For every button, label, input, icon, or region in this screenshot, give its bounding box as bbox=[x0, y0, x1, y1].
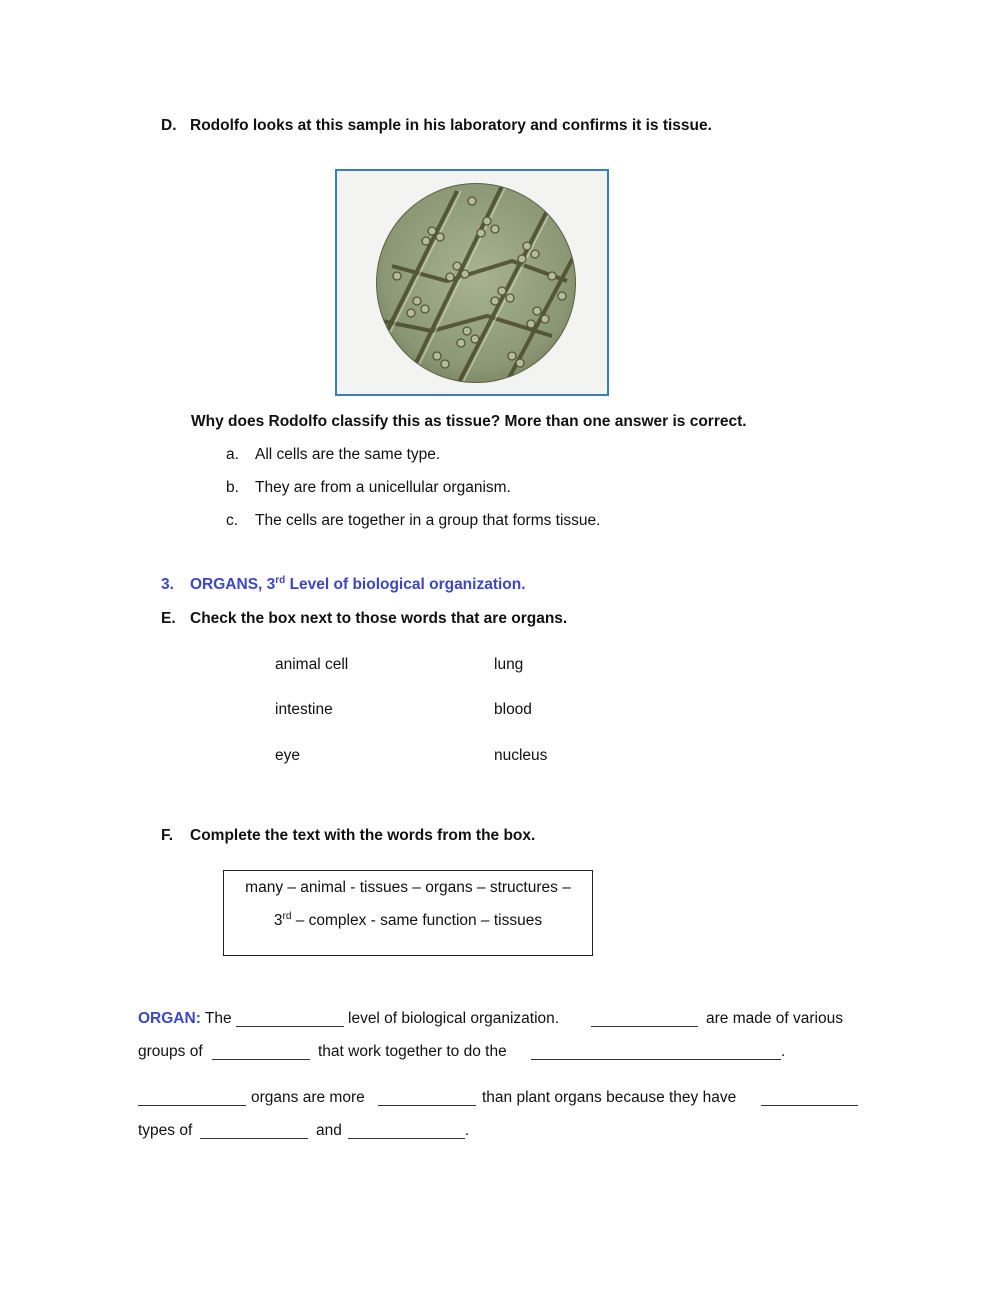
organ-word-eye[interactable]: eye bbox=[275, 747, 300, 764]
organ-text: types of bbox=[138, 1122, 193, 1139]
organ-word-intestine[interactable]: intestine bbox=[275, 701, 333, 718]
word-bank-line-2: 3rd – complex - same function – tissues bbox=[273, 911, 543, 929]
option-text: All cells are the same type. bbox=[255, 446, 441, 463]
option-a[interactable] bbox=[226, 446, 440, 464]
organ-word-nucleus[interactable]: nucleus bbox=[494, 747, 548, 764]
organ-text: and bbox=[316, 1122, 342, 1139]
option-letter: a. bbox=[226, 446, 239, 463]
organ-text: level of biological organization. bbox=[348, 1010, 560, 1027]
word-bank-box bbox=[223, 870, 593, 956]
organ-text: are made of various bbox=[706, 1010, 843, 1027]
organ-word-animal-cell[interactable]: animal cell bbox=[275, 656, 349, 673]
organ-text: than plant organs because they have bbox=[482, 1089, 737, 1106]
question-e-letter: E. bbox=[161, 610, 176, 627]
option-letter: b. bbox=[226, 479, 239, 496]
organ-word-lung[interactable]: lung bbox=[494, 656, 524, 673]
question-f bbox=[161, 827, 535, 845]
organ-word-blood[interactable]: blood bbox=[494, 701, 532, 718]
question-f-text: Complete the text with the words from the box. bbox=[190, 827, 536, 844]
section-title: ORGANS, 3rd Level of biological organization. bbox=[190, 575, 526, 593]
question-d-text: Rodolfo looks at this sample in his laboratory and confirms it is tissue. bbox=[190, 117, 712, 134]
organ-text: that work together to do the bbox=[318, 1043, 507, 1060]
option-c[interactable] bbox=[226, 512, 600, 530]
question-e-text: Check the box next to those words that are organs. bbox=[190, 610, 568, 627]
blank-4[interactable] bbox=[531, 1045, 781, 1060]
blank-3[interactable] bbox=[212, 1045, 310, 1060]
organ-text: organs are more bbox=[251, 1089, 365, 1106]
option-text: The cells are together in a group that forms tissue. bbox=[255, 512, 601, 529]
blank-1[interactable] bbox=[236, 1012, 344, 1027]
organ-paragraph-line-1: ORGAN: The bbox=[138, 1010, 232, 1027]
microscope-tissue-image bbox=[335, 169, 609, 396]
option-b[interactable] bbox=[226, 479, 511, 497]
organ-label: ORGAN: bbox=[138, 1010, 201, 1027]
blank-7[interactable] bbox=[761, 1091, 858, 1106]
section-number: 3. bbox=[161, 576, 174, 593]
section-3-heading bbox=[161, 576, 526, 594]
blank-5[interactable] bbox=[138, 1091, 246, 1106]
organ-text: groups of bbox=[138, 1043, 203, 1060]
option-letter: c. bbox=[226, 512, 239, 529]
question-d-letter: D. bbox=[161, 117, 177, 134]
blank-9[interactable] bbox=[348, 1124, 465, 1139]
option-text: They are from a unicellular organism. bbox=[255, 479, 511, 496]
question-d bbox=[161, 117, 712, 135]
question-d-subquestion: Why does Rodolfo classify this as tissue? More than one answer is correct. bbox=[191, 413, 747, 430]
question-e bbox=[161, 610, 567, 628]
organ-text: . bbox=[465, 1122, 470, 1139]
blank-8[interactable] bbox=[200, 1124, 308, 1139]
organ-text: . bbox=[781, 1043, 786, 1060]
plant-cells-micrograph bbox=[337, 171, 607, 394]
word-bank-line-1: many – animal - tissues – organs – structures – bbox=[245, 879, 571, 896]
blank-6[interactable] bbox=[378, 1091, 476, 1106]
question-f-letter: F. bbox=[161, 827, 174, 844]
blank-2[interactable] bbox=[591, 1012, 698, 1027]
